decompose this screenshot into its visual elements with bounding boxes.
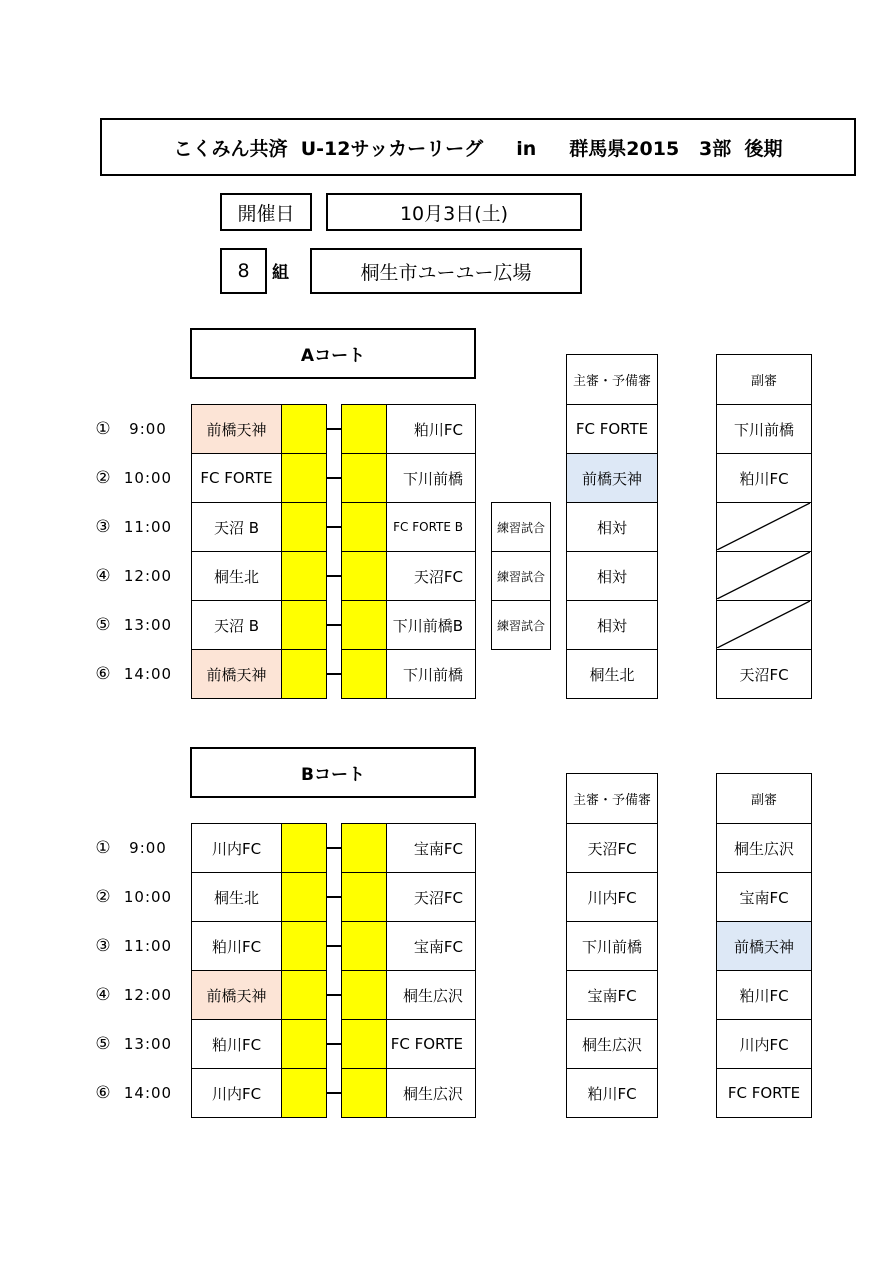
referee: 相対 [566, 600, 658, 650]
away-score [341, 1019, 387, 1069]
match-number: ④ [95, 984, 111, 1005]
away-score [341, 404, 387, 454]
match-number: ① [95, 418, 111, 439]
empty-cell-slash [717, 601, 810, 648]
home-score [281, 872, 327, 922]
home-team: 桐生北 [191, 551, 282, 601]
match-number: ① [95, 837, 111, 858]
score-separator [327, 847, 341, 849]
ref-header: 主審・予備審 [566, 773, 658, 824]
home-team: 粕川FC [191, 921, 282, 971]
referee: 天沼FC [566, 823, 658, 873]
match-time: 9:00 [129, 838, 167, 857]
away-team: 宝南FC [386, 921, 476, 971]
home-team: 前橋天神 [191, 404, 282, 454]
away-team: 天沼FC [386, 872, 476, 922]
home-team: 前橋天神 [191, 970, 282, 1020]
home-score [281, 921, 327, 971]
match-time: 13:00 [123, 1034, 173, 1053]
score-separator [327, 1043, 341, 1045]
referee: 宝南FC [566, 970, 658, 1020]
empty-cell-slash [717, 552, 810, 599]
group-label: 組 [272, 263, 289, 283]
away-team: 桐生広沢 [386, 970, 476, 1020]
match-time: 9:00 [129, 419, 167, 438]
referee: 桐生広沢 [566, 1019, 658, 1069]
assistant-referee [716, 600, 812, 650]
match-number: ⑥ [95, 1082, 111, 1103]
assist-header: 副審 [716, 354, 812, 405]
home-score [281, 649, 327, 699]
group-number: 8 [220, 248, 267, 294]
away-score [341, 453, 387, 503]
score-separator [327, 624, 341, 626]
assistant-referee: 粕川FC [716, 970, 812, 1020]
date-label: 開催日 [220, 193, 312, 231]
match-time: 11:00 [123, 517, 173, 536]
match-time: 14:00 [123, 1083, 173, 1102]
referee: FC FORTE [566, 404, 658, 454]
away-score [341, 970, 387, 1020]
away-team: FC FORTE B [386, 502, 476, 552]
away-score [341, 600, 387, 650]
court-title: Aコート [190, 328, 476, 379]
home-score [281, 1019, 327, 1069]
match-number: ⑤ [95, 1033, 111, 1054]
away-team: 天沼FC [386, 551, 476, 601]
match-number: ③ [95, 935, 111, 956]
match-time: 12:00 [123, 566, 173, 585]
assistant-referee [716, 551, 812, 601]
away-score [341, 502, 387, 552]
score-separator [327, 945, 341, 947]
match-time: 12:00 [123, 985, 173, 1004]
assistant-referee: 川内FC [716, 1019, 812, 1069]
home-team: 天沼 B [191, 502, 282, 552]
home-team: 川内FC [191, 823, 282, 873]
away-team: 宝南FC [386, 823, 476, 873]
match-time: 14:00 [123, 664, 173, 683]
home-score [281, 970, 327, 1020]
match-time: 10:00 [123, 468, 173, 487]
home-team: 天沼 B [191, 600, 282, 650]
score-separator [327, 1092, 341, 1094]
home-team: 川内FC [191, 1068, 282, 1118]
score-separator [327, 428, 341, 430]
match-number: ② [95, 886, 111, 907]
away-team: 下川前橋 [386, 453, 476, 503]
home-team: FC FORTE [191, 453, 282, 503]
referee: 川内FC [566, 872, 658, 922]
home-score [281, 551, 327, 601]
home-team: 桐生北 [191, 872, 282, 922]
date-value: 10月3日(土) [326, 193, 582, 231]
away-team: 下川前橋B [386, 600, 476, 650]
home-score [281, 823, 327, 873]
assist-header: 副審 [716, 773, 812, 824]
score-separator [327, 575, 341, 577]
away-score [341, 1068, 387, 1118]
referee: 桐生北 [566, 649, 658, 699]
home-score [281, 502, 327, 552]
score-separator [327, 526, 341, 528]
court-title: Bコート [190, 747, 476, 798]
match-number: ⑤ [95, 614, 111, 635]
away-score [341, 551, 387, 601]
assistant-referee: 桐生広沢 [716, 823, 812, 873]
away-team: FC FORTE [386, 1019, 476, 1069]
match-note: 練習試合 [491, 551, 551, 601]
home-team: 前橋天神 [191, 649, 282, 699]
referee: 前橋天神 [566, 453, 658, 503]
match-number: ⑥ [95, 663, 111, 684]
score-separator [327, 994, 341, 996]
home-score [281, 404, 327, 454]
away-team: 桐生広沢 [386, 1068, 476, 1118]
match-number: ② [95, 467, 111, 488]
referee: 粕川FC [566, 1068, 658, 1118]
away-score [341, 872, 387, 922]
home-score [281, 1068, 327, 1118]
score-separator [327, 673, 341, 675]
away-score [341, 649, 387, 699]
away-score [341, 921, 387, 971]
assistant-referee: 前橋天神 [716, 921, 812, 971]
assistant-referee [716, 502, 812, 552]
match-time: 10:00 [123, 887, 173, 906]
venue: 桐生市ユーユー広場 [310, 248, 582, 294]
home-score [281, 453, 327, 503]
score-separator [327, 896, 341, 898]
assistant-referee: FC FORTE [716, 1068, 812, 1118]
page-title: こくみん共済 U-12サッカーリーグ in 群馬県2015 3部 後期 [100, 118, 856, 176]
away-team: 下川前橋 [386, 649, 476, 699]
empty-cell-slash [717, 503, 810, 550]
away-score [341, 823, 387, 873]
assistant-referee: 天沼FC [716, 649, 812, 699]
assistant-referee: 宝南FC [716, 872, 812, 922]
match-note: 練習試合 [491, 600, 551, 650]
referee: 相対 [566, 551, 658, 601]
ref-header: 主審・予備審 [566, 354, 658, 405]
match-note: 練習試合 [491, 502, 551, 552]
home-score [281, 600, 327, 650]
score-separator [327, 477, 341, 479]
home-team: 粕川FC [191, 1019, 282, 1069]
assistant-referee: 粕川FC [716, 453, 812, 503]
assistant-referee: 下川前橋 [716, 404, 812, 454]
match-time: 11:00 [123, 936, 173, 955]
match-number: ③ [95, 516, 111, 537]
match-time: 13:00 [123, 615, 173, 634]
referee: 下川前橋 [566, 921, 658, 971]
referee: 相対 [566, 502, 658, 552]
match-number: ④ [95, 565, 111, 586]
away-team: 粕川FC [386, 404, 476, 454]
